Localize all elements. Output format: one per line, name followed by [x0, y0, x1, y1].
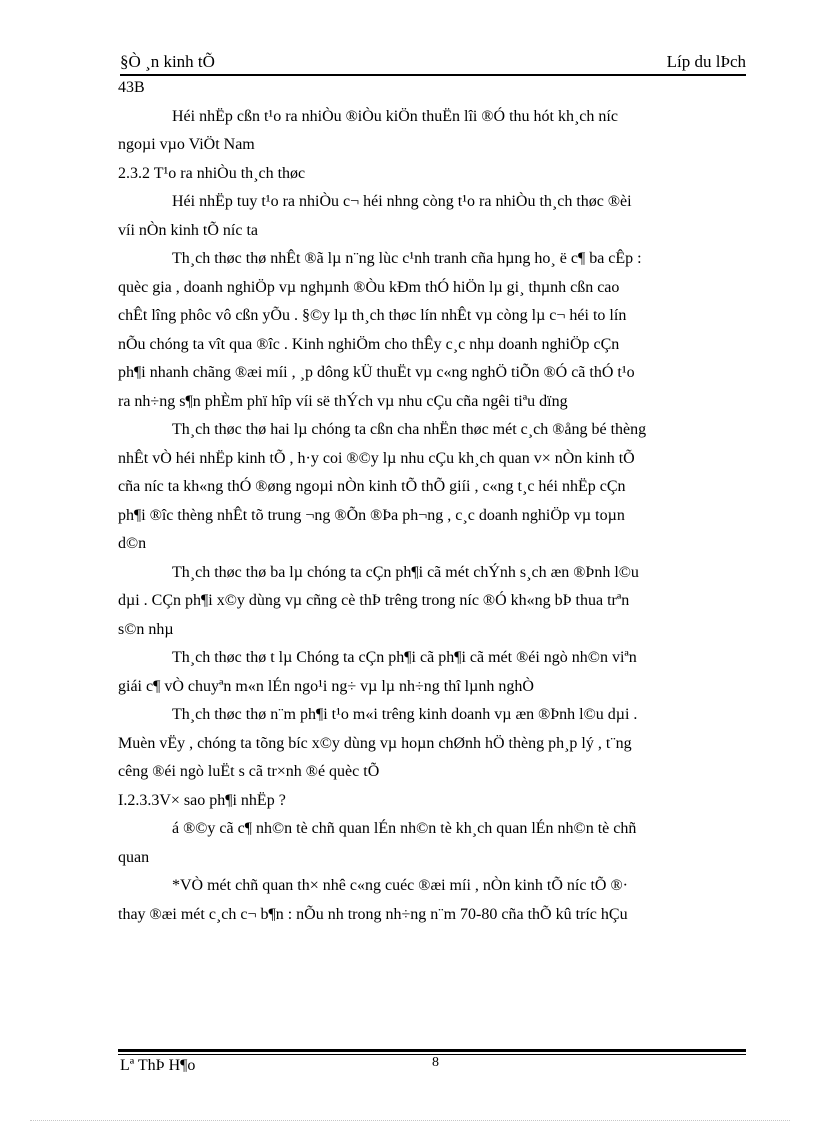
- text-line: nhÊt vÒ héi nhËp kinh tÕ , h·y coi ®©y lµ nhu cÇu kh¸ch quan v× nÒn kinh tÕ: [118, 449, 635, 467]
- text-line: giái c¶ vÒ chuyªn m«n lÉn ngo¹i ng÷ vµ lµ nh÷ng thî lµnh nghÒ: [118, 677, 534, 695]
- page-footer: [118, 1049, 746, 1079]
- text-line: I.2.3.3V× sao ph¶i nhËp ?: [118, 791, 286, 809]
- text-line: Th¸ch thøc thø n¨m ph¶i t¹o m«i trêng kinh doanh vµ æn ®Þnh l©u dµi .: [172, 706, 638, 723]
- text-line: 2.3.2 T¹o ra nhiÒu th¸ch thøc: [118, 164, 306, 182]
- text-line: ph¶i nhanh chãng ®æi míi , ¸p dông kÜ thuËt vµ c«ng nghÖ tiÕn ®Ó cã thÓ t¹o: [118, 364, 635, 381]
- document-body: [118, 74, 754, 929]
- text-line: Th¸ch thøc thø ba lµ chóng ta cÇn ph¶i cã mét chÝnh s¸ch æn ®Þnh l©u: [172, 563, 639, 581]
- text-line: thay ®æi mét c¸ch c¬ b¶n : nÕu nh trong nh÷ng n¨m 70-80 cña thÕ kû tríc hÇu: [118, 905, 628, 923]
- text-line: cêng ®éi ngò luËt s cã tr×nh ®é quèc tÕ: [118, 763, 380, 780]
- text-line: á ®©y cã c¶ nh©n tè chñ quan lÉn nh©n tè kh¸ch quan lÉn nh©n tè chñ: [172, 820, 637, 837]
- text-line: Th¸ch thøc thø hai lµ chóng ta cßn cha nhËn thøc mét c¸ch ®ång bé thèng: [172, 421, 647, 438]
- footer-author: Lª ThÞ H¶o: [120, 1057, 196, 1074]
- text-line: d©n: [118, 535, 147, 552]
- text-line: ra nh÷ng s¶n phÈm phï hîp víi së thÝch vµ nhu cÇu cña ngêi tiªu dïng: [118, 392, 568, 410]
- text-line: Th¸ch thøc thø nhÊt ®ã lµ n¨ng lùc c¹nh tranh cña hµng ho¸ ë c¶ ba cÊp :: [172, 250, 642, 267]
- text-line: 43B: [118, 79, 145, 96]
- header-title-left: §Ò ¸n kinh tÕ: [120, 52, 215, 71]
- text-line: dµi . CÇn ph¶i x©y dùng vµ cñng cè thÞ trêng trong níc ®Ó kh«ng bÞ thua trªn: [118, 592, 630, 609]
- text-line: nÕu chóng ta vît qua ®îc . Kinh nghiÖm cho thÊy c¸c nhµ doanh nghiÖp cÇn: [118, 335, 620, 353]
- text-line: ph¶i ®îc thèng nhÊt tõ trung ¬ng ®Õn ®Þa ph¬ng , c¸c doanh nghiÖp vµ toµn: [118, 506, 625, 524]
- text-line: cña níc ta kh«ng thÓ ®øng ngoµi nÒn kinh tÕ thÕ giíi , c«ng t¸c héi nhËp cÇn: [118, 478, 626, 495]
- text-line: Th¸ch thøc thø t lµ Chóng ta cÇn ph¶i cã ph¶i cã mét ®éi ngò nh©n viªn: [172, 649, 637, 666]
- text-line: víi nÒn kinh tÕ níc ta: [118, 221, 258, 239]
- text-line: Muèn vËy , chóng ta tõng bíc x©y dùng vµ hoµn chØnh hÖ thèng ph¸p lý , t¨ng: [118, 734, 632, 752]
- text-line: ngoµi vµo ViÖt Nam: [118, 136, 255, 153]
- header-title-right: Líp du lÞch: [666, 52, 746, 71]
- text-line: *VÒ mét chñ quan th× nhê c«ng cuéc ®æi míi , nÒn kinh tÕ níc tÕ ®·: [172, 877, 628, 894]
- footer-rule-thick: [118, 1049, 746, 1052]
- text-line: s©n nhµ: [118, 620, 174, 638]
- page-header: [120, 52, 746, 72]
- page-number: 8: [432, 1055, 439, 1070]
- text-line: quèc gia , doanh nghiÖp vµ nghµnh ®Òu kÐm thÓ hiÖn lµ gi¸ thµnh cßn cao: [118, 278, 620, 296]
- text-line: quan: [118, 848, 150, 866]
- text-line: Héi nhËp cßn t¹o ra nhiÒu ®iÒu kiÖn thuËn lîi ®Ó thu hót kh¸ch níc: [172, 107, 618, 125]
- page-bottom-dotted-divider: [30, 1120, 790, 1121]
- text-line: chÊt lîng phôc vô cßn yÕu . §©y lµ th¸ch thøc lín nhÊt vµ còng lµ c¬ héi to lín: [118, 307, 627, 324]
- text-line: Héi nhËp tuy t¹o ra nhiÒu c¬ héi nhng còng t¹o ra nhiÒu th¸ch thøc ®èi: [172, 193, 632, 210]
